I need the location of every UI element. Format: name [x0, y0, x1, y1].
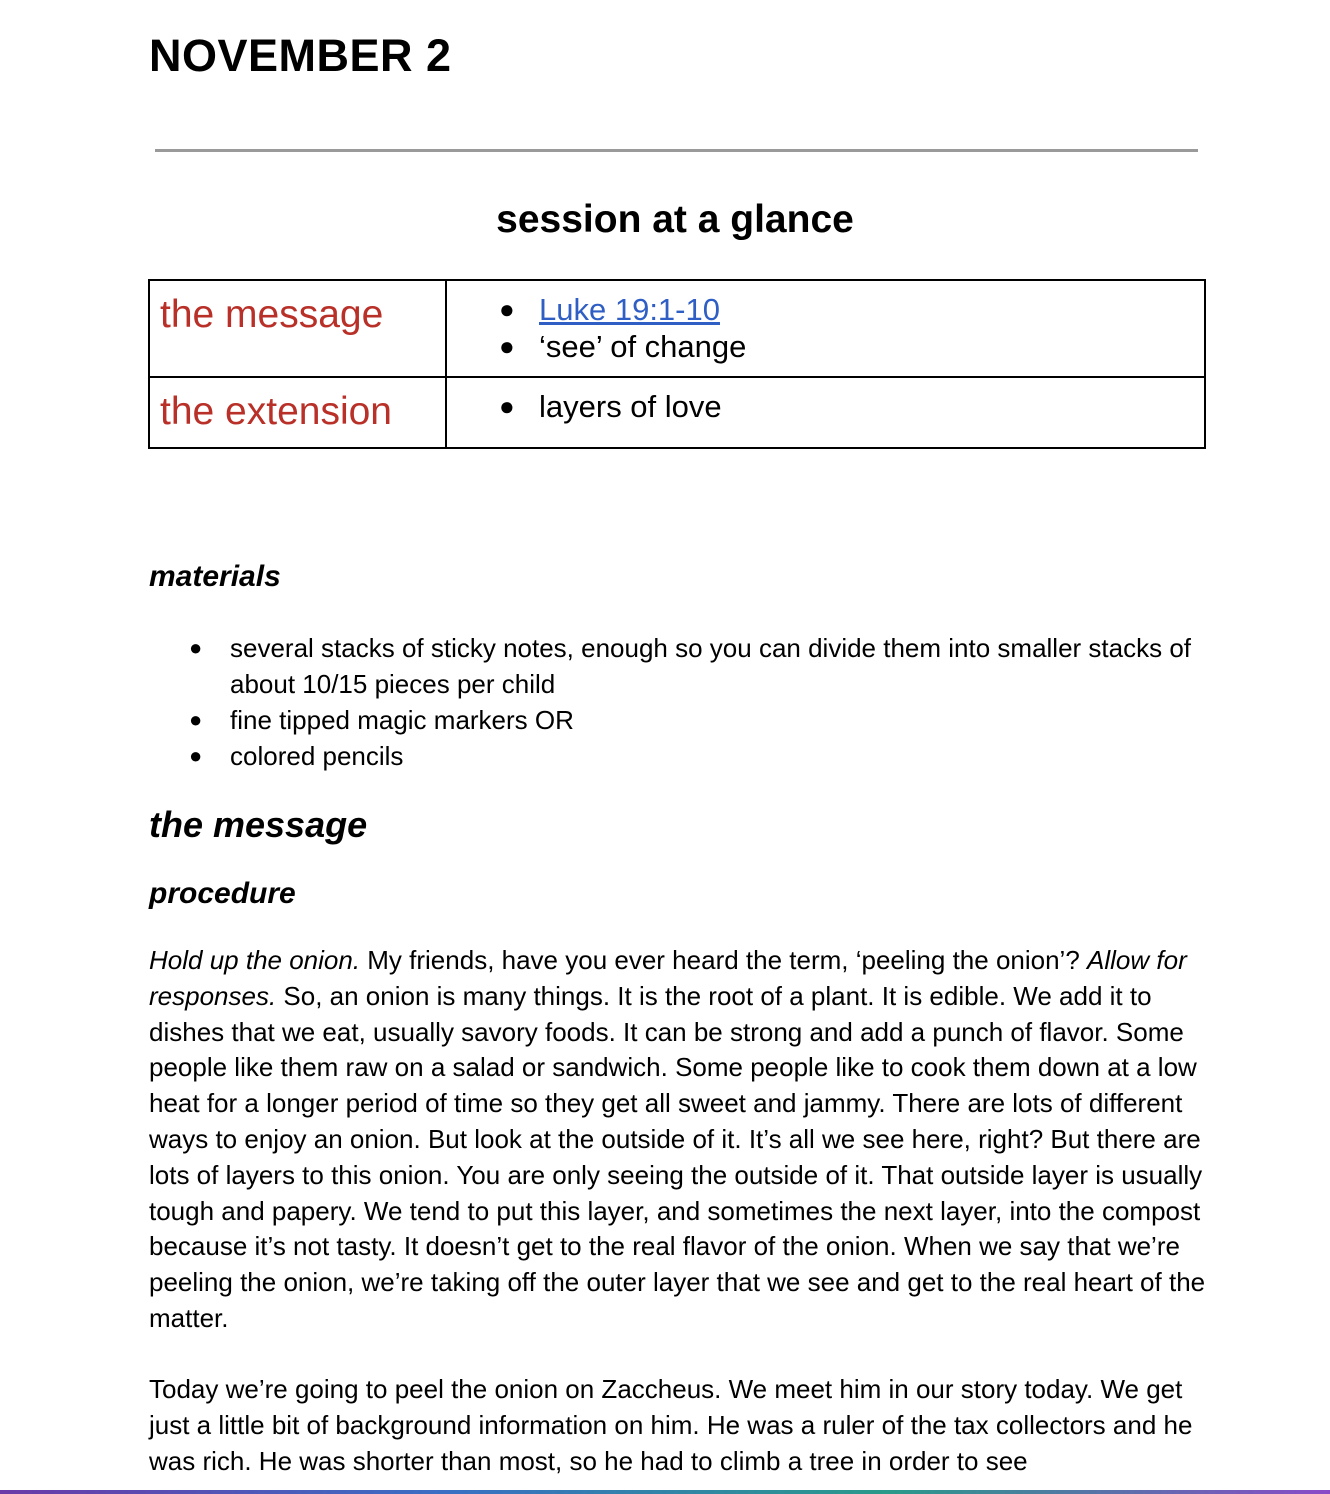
glance-list-extension: [499, 388, 1204, 425]
window-bottom-edge: [0, 1490, 1330, 1494]
list-item: [499, 328, 1204, 365]
procedure-heading: procedure: [149, 877, 296, 910]
glance-list-message: [499, 291, 1204, 365]
glance-item-text: layers of love: [539, 389, 722, 424]
stage-direction: Allow for responses.: [149, 945, 1187, 1011]
bullet-icon: ●: [189, 707, 203, 732]
bullet-icon: ●: [499, 391, 515, 421]
the-message-heading: the message: [149, 804, 368, 845]
materials-heading: materials: [149, 560, 281, 593]
paragraph-text: So, an onion is many things. It is the root of a plant. It is edible. We add it to dishes that we eat, usually savory foods. It can be strong and add a punch of flavor. Some people like them raw on a salad or sandwich. Some people like to cook them down at a low heat for a longer period of time so they get all sweet and jammy. There are lots of different ways to enjoy an onion. But look at the outside of it. It’s all we see here, right? But there are lots of layers to this onion. You are only seeing the outside of it. That outside layer is usually tough and papery. We tend to put this layer, and sometimes the next layer, into the compost because it’s not tasty. It doesn’t get to the real flavor of the onion. When we say that we’re peeling the onion, we’re taking off the outer layer that we see and get to the real heart of the matter.: [149, 980, 1206, 1333]
list-item: [499, 291, 1204, 328]
stage-direction: Hold up the onion.: [149, 945, 361, 975]
glance-row-message: [149, 280, 1205, 377]
list-item: [189, 702, 1209, 738]
bullet-icon: ●: [189, 635, 203, 660]
glance-items-extension: [446, 377, 1205, 448]
material-item-text: fine tipped magic markers OR: [230, 705, 574, 735]
glance-label-extension: the extension: [149, 377, 446, 448]
bullet-icon: ●: [499, 294, 515, 324]
glance-items-message: [446, 280, 1205, 377]
paragraph-text: My friends, have you ever heard the term, ‘peeling the onion’?: [360, 945, 1088, 975]
list-item: [499, 388, 1204, 425]
horizontal-rule: [155, 149, 1198, 152]
materials-list: [189, 630, 1209, 774]
procedure-paragraph-1: [149, 943, 1209, 1337]
scripture-link[interactable]: Luke 19:1-10: [539, 292, 720, 327]
glance-label-message: the message: [149, 280, 446, 377]
material-item-text: several stacks of sticky notes, enough so you can divide them into smaller stacks of about 10/15 pieces per child: [230, 633, 1192, 699]
bullet-icon: ●: [499, 331, 515, 361]
glance-item-text: ‘see’ of change: [539, 329, 747, 364]
list-item: [189, 630, 1209, 702]
page-title: NOVEMBER 2: [149, 30, 452, 81]
material-item-text: colored pencils: [230, 741, 404, 771]
session-at-a-glance-table: [148, 279, 1206, 449]
procedure-paragraph-2: Today we’re going to peel the onion on Zaccheus. We meet him in our story today. We get just a little bit of background information on him. He was a ruler of the tax collectors and he was rich. He was shorter than most, so he had to climb a tree in order to see: [149, 1374, 1193, 1476]
list-item: [189, 738, 1209, 774]
session-at-a-glance-heading: session at a glance: [496, 198, 854, 241]
bullet-icon: ●: [189, 743, 203, 768]
glance-row-extension: [149, 377, 1205, 448]
